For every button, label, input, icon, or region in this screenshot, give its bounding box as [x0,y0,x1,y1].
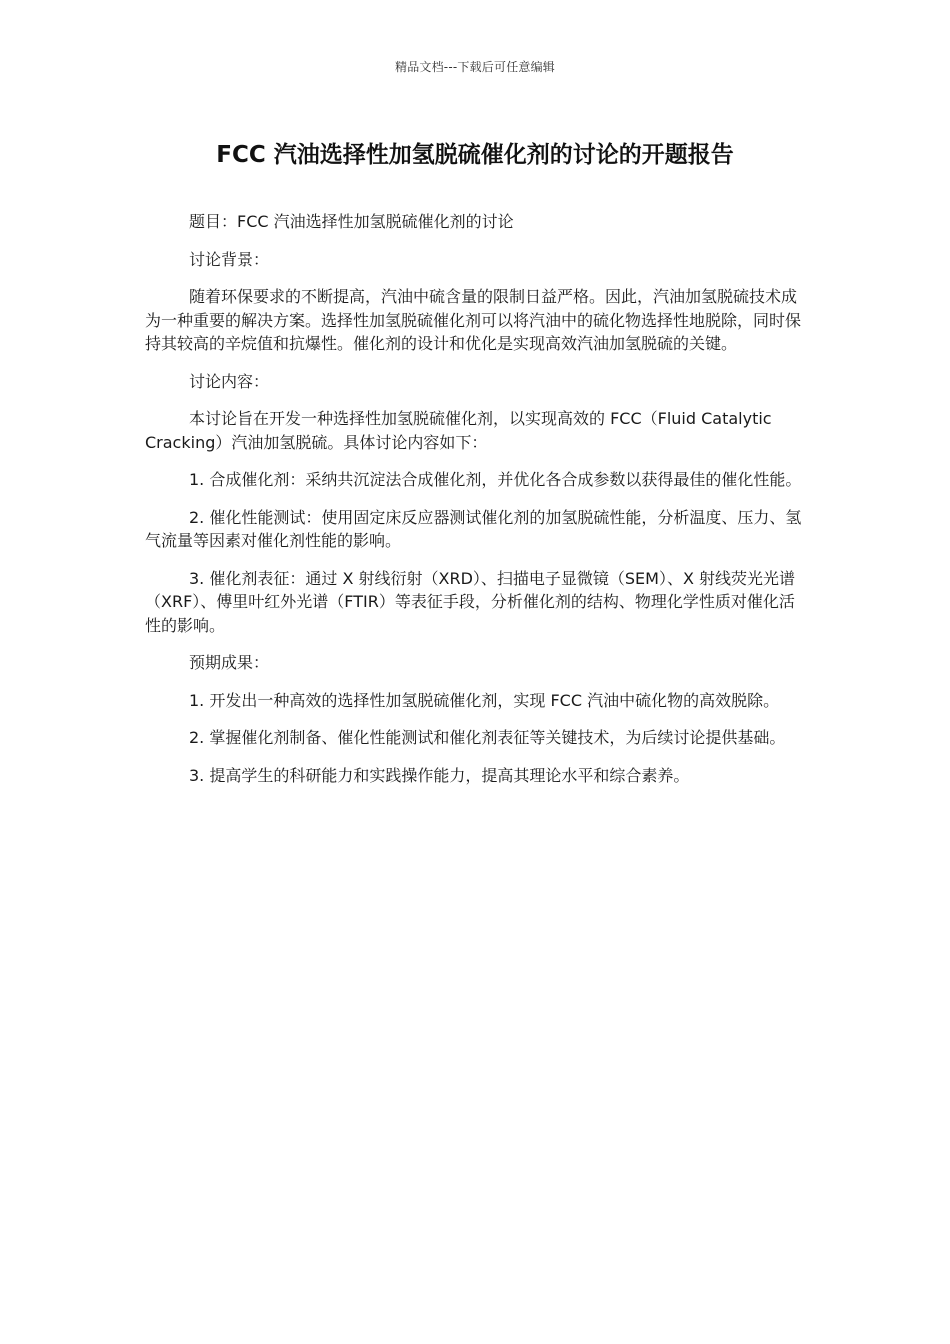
background-paragraph: 随着环保要求的不断提高，汽油中硫含量的限制日益严格。因此，汽油加氢脱硫技术成为一种重要的解决方案。选择性加氢脱硫催化剂可以将汽油中的硫化物选择性地脱除，同时保持其较高的辛烷值和抗爆性。催化剂的设计和优化是实现高效汽油加氢脱硫的关键。 [145,287,802,353]
document-body [145,210,807,801]
topic-paragraph: 题目：FCC 汽油选择性加氢脱硫催化剂的讨论 [189,212,514,231]
section-heading-background: 讨论背景： [189,249,270,269]
outcome-item-3: 3. 提高学生的科研能力和实践操作能力，提高其理论水平和综合素养。 [189,765,690,785]
content-item-3: 3. 催化剂表征：通过 X 射线衍射（XRD）、扫描电子显微镜（SEM）、X 射线荧光光谱（XRF）、傅里叶红外光谱（FTIR）等表征手段，分析催化剂的结构、物理化学性质对催化活性的影响。 [145,568,796,635]
document-title: FCC 汽油选择性加氢脱硫催化剂的讨论的开题报告 [216,142,734,168]
content-item-1: 1. 合成催化剂：采纳共沉淀法合成催化剂，并优化各合成参数以获得最佳的催化性能。 [189,470,802,489]
section-heading-content: 讨论内容： [189,371,270,391]
content-intro-paragraph: 本讨论旨在开发一种选择性加氢脱硫催化剂，以实现高效的 FCC（Fluid Catalytic Cracking）汽油加氢脱硫。具体讨论内容如下： [145,409,772,452]
outcome-item-2: 2. 掌握催化剂制备、催化性能测试和催化剂表征等关键技术，为后续讨论提供基础。 [189,728,786,747]
content-item-2: 2. 催化性能测试：使用固定床反应器测试催化剂的加氢脱硫性能，分析温度、压力、氢气流量等因素对催化剂性能的影响。 [145,507,802,550]
outcome-item-1: 1. 开发出一种高效的选择性加氢脱硫催化剂，实现 FCC 汽油中硫化物的高效脱除。 [189,690,780,710]
section-heading-outcomes: 预期成果： [189,653,270,672]
header-note: 精品文档---下载后可任意编辑 [395,60,555,74]
